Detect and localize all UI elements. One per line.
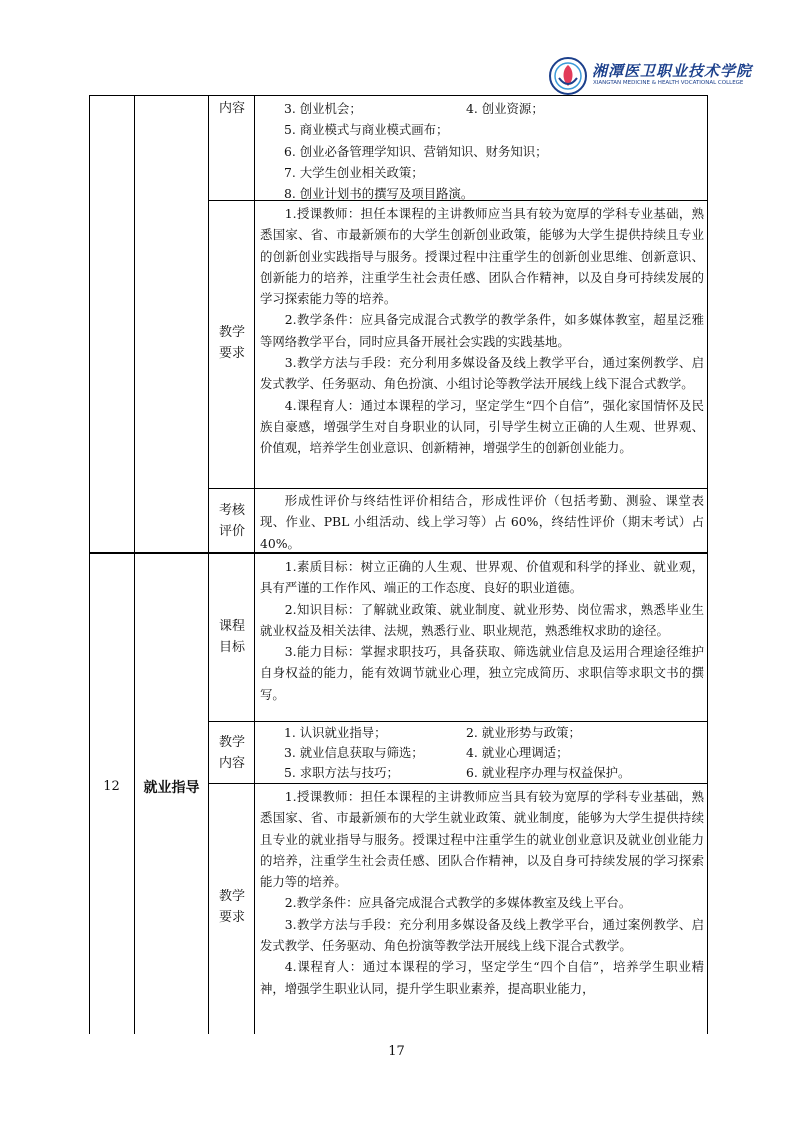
requirement-paragraph: 3.教学方法与手段：充分利用多媒设备及线上教学平台，通过案例教学、启发式教学、任务驱动、角色扮演等教学法开展线上线下混合式教学。 [260, 916, 704, 954]
course-table [89, 95, 708, 1033]
course-content-cell [260, 98, 704, 204]
requirement-paragraph: 4.课程育人：通过本课程的学习，坚定学生“四个自信”，强化家国情怀及民族自豪感，增强学生对自身职业的认同，引导学生树立正确的人生观、世界观、价值观，培养学生创业意识、创新精神，增强学生的创新创业能力。 [260, 397, 704, 456]
requirement-paragraph: 3.教学方法与手段：充分利用多媒设备及线上教学平台，通过案例教学、启发式教学、任务驱动、角色扮演、小组讨论等教学法开展线上线下混合式教学。 [260, 355, 704, 392]
content-label: 内容 [218, 101, 245, 116]
course-goals-label: 课程目标 [218, 619, 245, 655]
content-row: 1. 认识就业指导； 2. 就业形势与政策； [284, 725, 581, 740]
assessment-label: 考核评价 [218, 503, 245, 539]
requirement-paragraph: 1.授课教师：担任本课程的主讲教师应当具有较为宽厚的学科专业基础，熟悉国家、省、市最新颁布的大学生创新创业政策，能够为大学生提供持续且专业的创新创业实践指导与服务。授课过程中注重学生的创新创业思维、创新意识、创新能力的培养，注重学生社会责任感、团队合作精神，以及自身可持续发展的学习探索能力等的培养。 [260, 206, 704, 307]
content-row: 3. 就业信息获取与筛选； 4. 就业心理调适； [284, 745, 569, 760]
requirement-paragraph: 1.授课教师：担任本课程的主讲教师应当具有较为宽厚的学科专业基础，熟悉国家、省、市最新颁布的大学生就业政策、就业制度，能够为大学生提供持续且专业的就业指导与服务。授课过程中注重学生的就业创业意识及就业创业能力的培养，注重学生社会责任感、团队合作精神，以及自身可持续发展的学习探索能力等的培养。 [260, 789, 704, 890]
requirement-paragraph: 2.教学条件：应具备完成混合式教学的多媒体教室及线上平台。 [284, 895, 632, 911]
content-row: 5. 求职方法与技巧； 6. 就业程序办理与权益保护。 [284, 765, 631, 780]
content-item: 8. 创业计划书的撰写及项目路演。 [284, 186, 474, 202]
course-name: 就业指导 [143, 780, 200, 796]
college-name-cn: 湘潭医卫职业技术学院 [592, 62, 753, 80]
teaching-requirements-cell [260, 786, 704, 999]
goal-paragraph: 1.素质目标：树立正确的人生观、世界观、价值观和科学的择业、就业观，具有严谨的工作作风、端正的工作态度、良好的职业道德。 [260, 559, 704, 596]
goal-paragraph: 3.能力目标：掌握求职技巧，具备获取、筛选就业信息及运用合理途径维护自身权益的能力，能有效调节就业心理，独立完成简历、求职信等求职文书的撰写。 [260, 644, 704, 702]
assessment-text: 形成性评价与终结性评价相结合，形成性评价（包括考勤、测验、课堂表现、作业、PBL 小组活动、线上学习等）占 60%，终结性评价（期末考试）占 40%。 [260, 493, 704, 551]
content-item: 6. 创业必备管理学知识、营销知识、财务知识； [284, 143, 548, 159]
teaching-requirements-cell [260, 203, 704, 459]
page-number: 17 [388, 1044, 405, 1059]
course-goals-cell [260, 556, 704, 705]
content-row: 3. 创业机会； 4. 创业资源； [284, 101, 544, 116]
teaching-content-cell [260, 723, 704, 783]
college-emblem-icon [548, 56, 588, 96]
requirement-paragraph: 4.课程育人：通过本课程的学习，坚定学生“四个自信”，培养学生职业精神，增强学生职业认同，提升学生职业素养，提高职业能力， [260, 959, 704, 996]
content-item: 5. 商业模式与商业模式画布； [284, 122, 449, 138]
college-name-en: XIANGTAN MEDICINE & HEALTH VOCATIONAL COLLEGE [593, 80, 744, 86]
teaching-requirements-label: 教学要求 [218, 889, 245, 925]
teaching-content-label: 教学内容 [218, 735, 245, 771]
requirement-paragraph: 2.教学条件：应具备完成混合式教学的教学条件，如多媒体教室，超星泛雅等网络教学平台，同时应具备开展社会实践的实践基地。 [260, 312, 704, 349]
course-number: 12 [103, 779, 120, 794]
teaching-requirements-label: 教学要求 [218, 325, 245, 361]
goal-paragraph: 2.知识目标：了解就业政策、就业制度、就业形势、岗位需求，熟悉毕业生就业权益及相关法律、法规，熟悉行业、职业规范，熟悉维权求助的途径。 [260, 601, 704, 638]
college-logo [548, 56, 753, 96]
content-item: 7. 大学生创业相关政策； [284, 164, 424, 180]
assessment-cell [260, 490, 704, 554]
